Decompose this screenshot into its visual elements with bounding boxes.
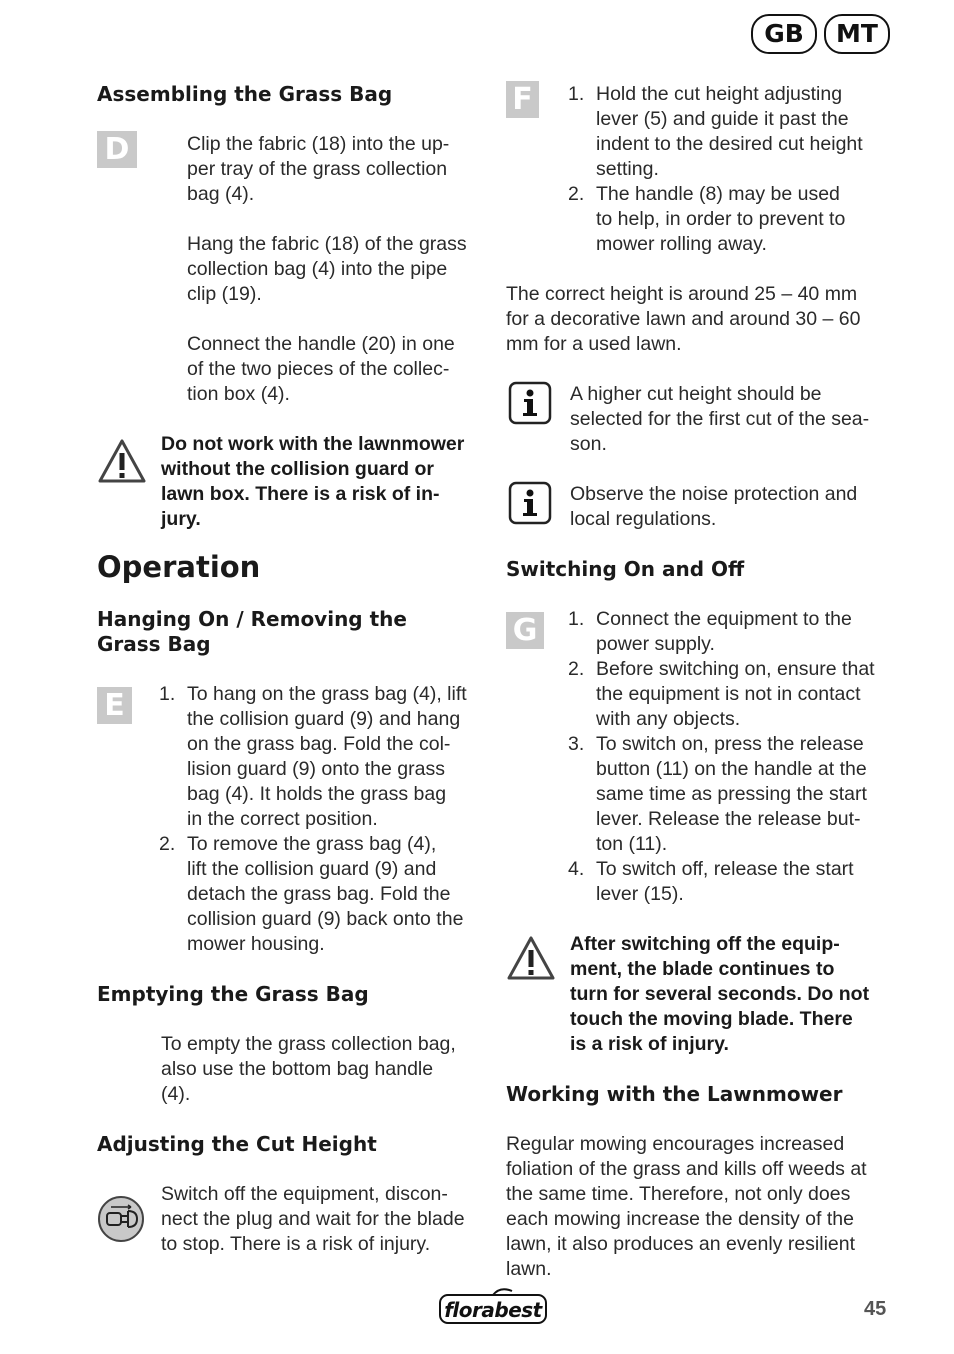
section-title-assembling: Assembling the Grass Bag — [97, 82, 393, 106]
figure-marker-d: D — [97, 131, 137, 168]
list-item-number: 4. — [568, 858, 585, 880]
switching-steps-list — [568, 607, 908, 907]
list-item — [568, 82, 898, 182]
operation-heading: Operation — [97, 550, 261, 584]
assembling-warning-text: Do not work with the lawnmower without the collision guard or lawn box. There is a risk of in- jury. — [161, 433, 465, 530]
list-item-number: 2. — [568, 658, 585, 680]
section-title-hanging: Hanging On / Removing the Grass Bag — [97, 607, 407, 656]
list-item-text: Before switching on, ensure that the equipment is not in contact with any objects. — [596, 658, 875, 730]
unplug-power-icon — [97, 1195, 145, 1243]
assembling-paragraph-1: Clip the fabric (18) into the up- per tray of the grass collection bag (4). — [187, 133, 450, 205]
list-item — [568, 732, 908, 857]
list-item — [568, 657, 908, 732]
warning-triangle-icon — [506, 935, 556, 981]
figure-marker-g: G — [506, 612, 544, 649]
list-item-number: 2. — [159, 833, 176, 855]
list-item-number: 2. — [568, 183, 585, 205]
list-item — [568, 182, 898, 257]
emptying-paragraph: To empty the grass collection bag, also use the bottom bag handle (4). — [161, 1033, 456, 1105]
list-item-number: 3. — [568, 733, 585, 755]
language-badge-mt: MT — [824, 14, 890, 54]
florabest-logo-text: florabest — [444, 1298, 542, 1322]
florabest-logo — [438, 1288, 548, 1326]
list-item — [568, 857, 908, 907]
info-text-noise: Observe the noise protection and local regulations. — [570, 483, 858, 530]
section-title-working: Working with the Lawnmower — [506, 1082, 843, 1106]
cut-height-steps-list — [568, 82, 898, 257]
list-item-text: The handle (8) may be used to help, in order to prevent to mower rolling away. — [596, 183, 846, 255]
info-icon — [508, 381, 552, 425]
cut-height-paragraph: The correct height is around 25 – 40 mm for a decorative lawn and around 30 – 60 mm for a used lawn. — [506, 283, 861, 355]
list-item-text: To switch off, release the start lever (15). — [596, 858, 854, 905]
list-item-text: To switch on, press the release button (11) on the handle at the same time as pressing the start lever. Release the release but- ton (11). — [596, 733, 867, 855]
list-item-text: To remove the grass bag (4), lift the collision guard (9) and detach the grass bag. Fold the collision guard (9) back onto the mower housing. — [187, 833, 464, 955]
section-title-emptying: Emptying the Grass Bag — [97, 982, 369, 1006]
list-item — [159, 832, 489, 957]
list-item-number: 1. — [568, 608, 585, 630]
list-item — [159, 682, 489, 832]
assembling-paragraph-3: Connect the handle (20) in one of the two pieces of the collec- tion box (4). — [187, 333, 455, 405]
language-badge-gb: GB — [751, 14, 817, 54]
section-title-adjusting: Adjusting the Cut Height — [97, 1132, 377, 1156]
list-item-text: To hang on the grass bag (4), lift the collision guard (9) and hang on the grass bag. Fold the col- lision guard (9) onto the grass bag (4). It holds the grass bag in the correct position. — [187, 683, 467, 830]
assembling-paragraph-2: Hang the fabric (18) of the grass collection bag (4) into the pipe clip (19). — [187, 233, 467, 305]
switching-warning-text: After switching off the equip- ment, the blade continues to turn for several seconds. Do not touch the moving blade. There is a risk of injury. — [570, 933, 870, 1055]
info-icon — [508, 481, 552, 525]
list-item-number: 1. — [159, 683, 176, 705]
figure-marker-e: E — [97, 687, 132, 724]
adjusting-warning-text: Switch off the equipment, discon- nect the plug and wait for the blade to stop. There is a risk of injury. — [161, 1183, 465, 1255]
list-item — [568, 607, 908, 657]
hanging-steps-list — [159, 682, 489, 957]
figure-marker-f: F — [506, 81, 539, 118]
section-title-switching: Switching On and Off — [506, 557, 745, 581]
list-item-text: Hold the cut height adjusting lever (5) and guide it past the indent to the desired cut height setting. — [596, 83, 863, 180]
warning-triangle-icon — [97, 438, 147, 484]
list-item-text: Connect the equipment to the power supply. — [596, 608, 852, 655]
working-paragraph: Regular mowing encourages increased foliation of the grass and kills off weeds at the same time. Therefore, not only does each mowing increase the density of the lawn, it also produces an evenly resilient lawn. — [506, 1133, 867, 1280]
page-number: 45 — [864, 1298, 887, 1320]
info-text-cut-height: A higher cut height should be selected for the first cut of the sea- son. — [570, 383, 870, 455]
list-item-number: 1. — [568, 83, 585, 105]
